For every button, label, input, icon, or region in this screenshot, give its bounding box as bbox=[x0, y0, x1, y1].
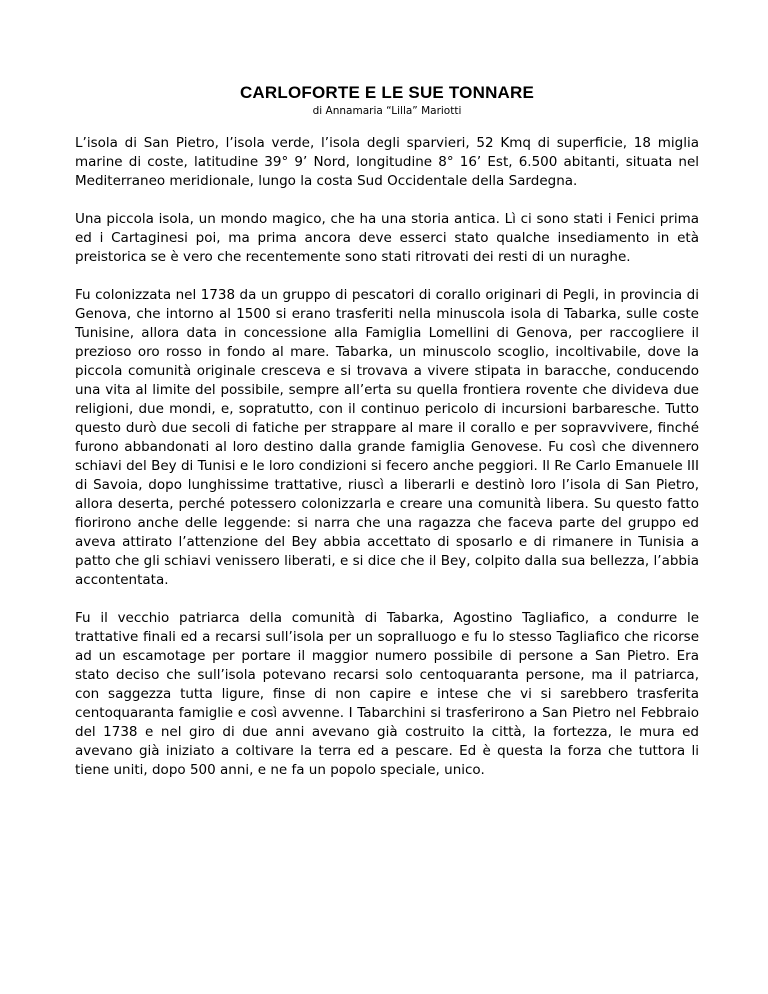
document-page bbox=[75, 82, 699, 799]
paragraph-4: Fu il vecchio patriarca della comunità di Tabarka, Agostino Tagliafico, a condurre le trattative finali ed a recarsi sull’isola per un sopralluogo e fu lo stesso Tagliafico che ricorse ad un escamotage per portare il maggior numero possibile di persone a San Pietro. Era stato deciso che sull’isola potevano recarsi solo centoquaranta persone, ma il patriarca, con saggezza tutta ligure, finse di non capire e intese che vi si sarebbero trasferita centoquaranta famiglie e così avvenne. I Tabarchini si trasferirono a San Pietro nel Febbraio del 1738 e nel giro di due anni avevano già costruito la città, la fortezza, le mura ed avevano già iniziato a coltivare la terra ed a pescare. Ed è questa la forza che tuttora li tiene uniti, dopo 500 anni, e ne fa un popolo speciale, unico. bbox=[75, 610, 699, 778]
paragraph-3: Fu colonizzata nel 1738 da un gruppo di pescatori di corallo originari di Pegli, in provincia di Genova, che intorno al 1500 si erano trasferiti nella minuscola isola di Tabarka, sulle coste Tunisine, allora data in concessione alla Famiglia Lomellini di Genova, per raccogliere il prezioso oro rosso in fondo al mare. Tabarka, un minuscolo scoglio, incoltivabile, dove la piccola comunità originale cresceva e si trovava a vivere stipata in baracche, conducendo una vita al limite del possibile, sempre all’erta su quella frontiera rovente che divideva due religioni, due mondi, e, sopratutto, con il continuo pericolo di incursioni barbaresche. Tutto questo durò due secoli di fatiche per strappare al mare il corallo e per sopravvivere, finché furono abbandonati al loro destino dalla grande famiglia Genovese. Fu così che divennero schiavi del Bey di Tunisi e le loro condizioni si fecero anche peggiori. Il Re Carlo Emanuele III di Savoia, dopo lunghissime trattative, riuscì a liberarli e destinò loro l’isola di San Pietro, allora deserta, perché potessero colonizzarla e creare una comunità libera. Su questo fatto fiorirono anche delle leggende: si narra che una ragazza che faceva parte del gruppo ed aveva attirato l’attenzione del Bey abbia accettato di sposarlo e di rimanere in Tunisia a patto che gli schiavi venissero liberati, e si dice che il Bey, colpito dalla sua bellezza, l’abbia accontentata. bbox=[75, 287, 699, 588]
author-byline: di Annamaria “Lilla” Mariotti bbox=[312, 105, 462, 117]
paragraph-1: L’isola di San Pietro, l’isola verde, l’isola degli sparvieri, 52 Kmq di superficie, 18 miglia marine di coste, latitudine 39° 9’ Nord, longitudine 8° 16’ Est, 6.500 abitanti, situata nel Mediterraneo meridionale, lungo la costa Sud Occidentale della Sardegna. bbox=[75, 135, 699, 189]
document-title: CARLOFORTE E LE SUE TONNARE bbox=[239, 83, 535, 102]
paragraph-2: Una piccola isola, un mondo magico, che ha una storia antica. Lì ci sono stati i Fenici prima ed i Cartaginesi poi, ma prima ancora deve esserci stato qualche insediamento in età preistorica se è vero che recentemente sono stati ritrovati dei resti di un nuraghe. bbox=[75, 211, 699, 265]
